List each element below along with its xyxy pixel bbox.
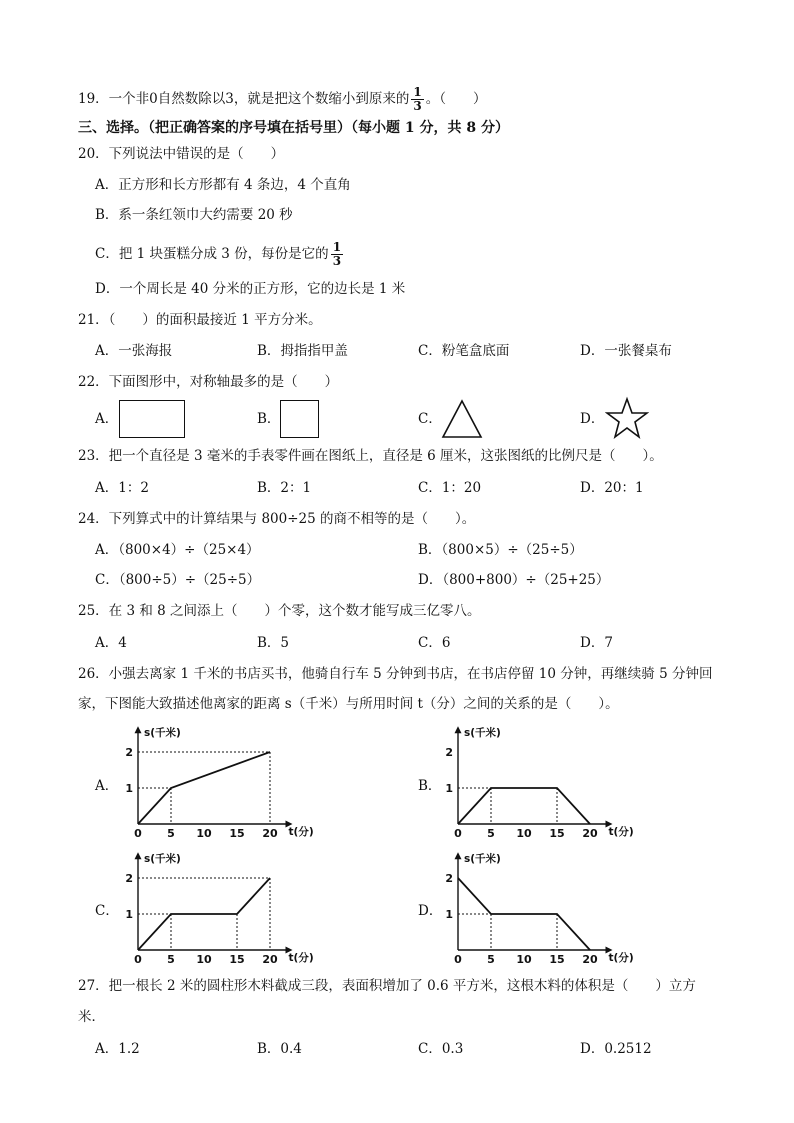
y-axis-arrow: [135, 852, 142, 859]
q20-option-a: A．正方形和长方形都有 4 条边，4 个直角: [95, 177, 351, 193]
series-line-a: [138, 752, 270, 824]
q22-option-b: B．: [257, 411, 281, 427]
q21-option-b: B．拇指指甲盖: [257, 343, 348, 359]
graph-a: [118, 722, 318, 842]
q25-option-d: D．7: [580, 635, 613, 651]
y-tick-label: 1: [125, 782, 133, 795]
x-tick-label: 0: [454, 827, 462, 840]
x-tick-label: 0: [134, 827, 142, 840]
q21-option-d: D．一张餐桌布: [580, 343, 672, 359]
y-tick-label: 2: [125, 872, 133, 885]
q22-option-d: D．: [580, 411, 605, 427]
q23-option-a: A．1：2: [95, 480, 149, 496]
question-27-stem-line1: 27．把一根长 2 米的圆柱形木料截成三段，表面积增加了 0.6 平方米，这根木料的体积是（ ）立方: [78, 978, 696, 994]
q20-option-c-text: C．把 1 块蛋糕分成 3 份，每份是它的: [95, 246, 329, 262]
x-tick-label: 5: [167, 827, 175, 840]
q20-option-c: [95, 241, 345, 268]
graph-d: [438, 848, 638, 968]
q21-option-a: A．一张海报: [95, 343, 173, 359]
q22-option-c: C．: [418, 411, 442, 427]
x-tick-label: 20: [582, 953, 598, 966]
q23-option-b: B．2：1: [257, 480, 312, 496]
question-24-stem: 24．下列算式中的计算结果与 800÷25 的商不相等的是（ ）。: [78, 511, 476, 527]
q24-option-c: C．（800÷5）÷（25÷5）: [95, 572, 261, 588]
y-axis-label: s(千米): [144, 852, 181, 865]
y-tick-label: 1: [445, 782, 453, 795]
question-25-stem: 25．在 3 和 8 之间添上（ ）个零，这个数才能写成三亿零八。: [78, 603, 481, 619]
fraction-one-third: [331, 241, 343, 268]
y-axis-label: s(千米): [464, 852, 501, 865]
q27-option-d: D．0.2512: [580, 1041, 652, 1057]
x-axis-label: t(分): [288, 826, 314, 838]
y-axis-arrow: [135, 726, 142, 733]
fraction-one-third: [411, 86, 423, 113]
x-tick-label: 15: [549, 953, 565, 966]
question-26-stem-line1: 26．小强去离家 1 千米的书店买书，他骑自行车 5 分钟到书店，在书店停留 10 分钟，再继续骑 5 分钟回: [78, 666, 713, 682]
question-23-stem: 23．把一个直径是 3 毫米的手表零件画在图纸上，直径是 6 厘米，这张图纸的比例尺是（ ）。: [78, 448, 663, 464]
rectangle-shape: [119, 400, 185, 438]
x-tick-label: 20: [582, 827, 598, 840]
question-19: [78, 86, 486, 113]
y-tick-label: 2: [445, 746, 453, 759]
x-tick-label: 15: [549, 827, 565, 840]
q24-option-b: B．（800×5）÷（25÷5）: [418, 542, 583, 558]
q27-option-a: A．1.2: [95, 1041, 140, 1057]
frac-num: 1: [332, 240, 342, 254]
star-shape: [605, 396, 649, 440]
q25-option-b: B．5: [257, 635, 290, 651]
series-line-c: [138, 878, 270, 950]
q19-tail: 。（ ）: [425, 91, 487, 107]
x-tick-label: 15: [229, 827, 245, 840]
y-tick-label: 2: [445, 872, 453, 885]
q27-option-b: B．0.4: [257, 1041, 302, 1057]
frac-den: 3: [332, 254, 342, 268]
q23-option-d: D．20：1: [580, 480, 644, 496]
q21-option-c: C．粉笔盒底面: [418, 343, 510, 359]
x-tick-label: 10: [196, 827, 212, 840]
q24-option-d: D．（800+800）÷（25+25）: [418, 572, 610, 588]
y-axis-arrow: [455, 726, 462, 733]
graph-c: [118, 848, 318, 968]
x-tick-label: 0: [134, 953, 142, 966]
y-tick-label: 1: [445, 908, 453, 921]
q26-option-d: D．: [418, 903, 443, 919]
question-21-stem: 21．（ ）的面积最接近 1 平方分米。: [78, 312, 322, 328]
frac-num: 1: [413, 85, 422, 99]
q26-option-a: A．: [95, 778, 119, 794]
x-tick-label: 0: [454, 953, 462, 966]
frac-den: 3: [413, 99, 422, 113]
q25-option-a: A．4: [95, 635, 127, 651]
y-axis-label: s(千米): [144, 726, 181, 739]
x-tick-label: 10: [516, 827, 532, 840]
y-axis-label: s(千米): [464, 726, 501, 739]
q20-option-b: B．系一条红领巾大约需要 20 秒: [95, 207, 293, 223]
x-tick-label: 5: [487, 827, 495, 840]
q26-option-c: C．: [95, 903, 119, 919]
x-tick-label: 20: [262, 953, 278, 966]
q22-option-a: A．: [95, 411, 119, 427]
series-line-d: [458, 878, 590, 950]
question-22-stem: 22．下面图形中，对称轴最多的是（ ）: [78, 374, 339, 390]
x-tick-label: 5: [487, 953, 495, 966]
q27-option-c: C．0.3: [418, 1041, 464, 1057]
x-tick-label: 10: [516, 953, 532, 966]
question-26-stem-line2: 家，下图能大致描述他离家的距离 s（千米）与所用时间 t（分）之间的关系的是（ ）。: [78, 696, 619, 712]
y-tick-label: 1: [125, 908, 133, 921]
question-20-stem: 20．下列说法中错误的是（ ）: [78, 146, 285, 162]
q23-option-c: C．1：20: [418, 480, 482, 496]
y-tick-label: 2: [125, 746, 133, 759]
graph-b: [438, 722, 638, 842]
triangle-shape: [440, 398, 484, 440]
x-tick-label: 20: [262, 827, 278, 840]
x-tick-label: 10: [196, 953, 212, 966]
q24-option-a: A．（800×4）÷（25×4）: [95, 542, 260, 558]
x-tick-label: 15: [229, 953, 245, 966]
square-shape: [280, 400, 319, 438]
x-axis-label: t(分): [288, 952, 314, 964]
q20-option-d: D．一个周长是 40 分米的正方形，它的边长是 1 米: [95, 281, 406, 297]
q19-text: 19．一个非0自然数除以3，就是把这个数缩小到原来的: [78, 91, 410, 107]
x-axis-label: t(分): [608, 826, 634, 838]
series-line-b: [458, 788, 590, 824]
section-3-heading: 三、选择。（把正确答案的序号填在括号里）（每小题 1 分，共 8 分）: [78, 120, 509, 136]
y-axis-arrow: [455, 852, 462, 859]
q25-option-c: C．6: [418, 635, 451, 651]
x-axis-label: t(分): [608, 952, 634, 964]
question-27-stem-line2: 米．: [78, 1009, 105, 1025]
q26-option-b: B．: [418, 778, 442, 794]
x-tick-label: 5: [167, 953, 175, 966]
